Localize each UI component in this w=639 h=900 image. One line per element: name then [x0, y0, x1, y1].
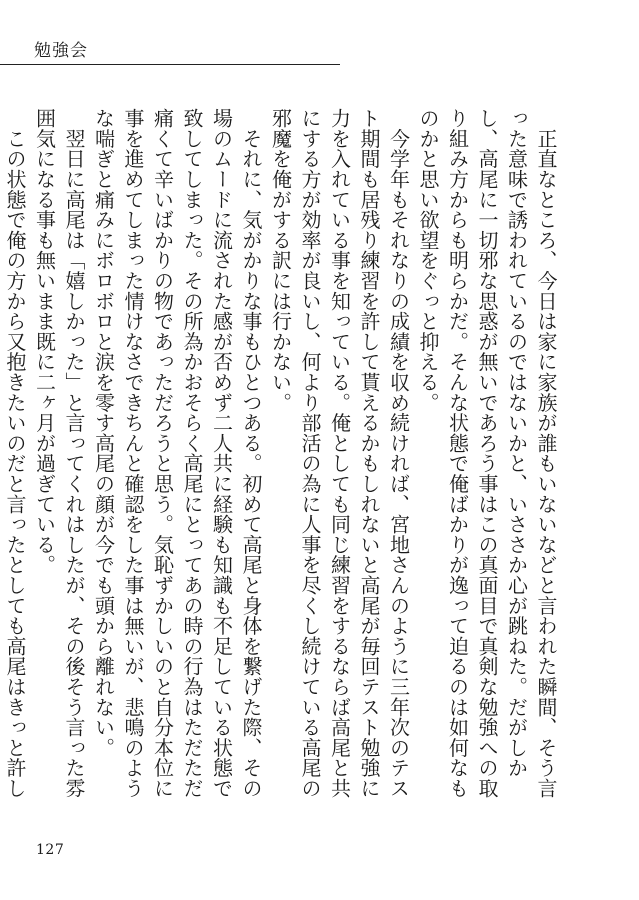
- paragraph: 今学年もそれなりの成績を収め続ければ、宮地さんのように三年次のテスト期間も居残り練習を許して貰えるかもしれないと高尾が毎回テスト勉強に力を入れている事を知っている。俺としても同じ練習をするならば高尾と共にする方が効率が良いし、何より部活の為に人事を尽くし続けている高尾の邪魔を俺がする訳には行かない。: [268, 108, 411, 799]
- paragraph: この状態で俺の方から又抱きたいのだと言ったとしても高尾はきっと許し: [3, 128, 27, 799]
- paragraph: 正直なところ、今日は家に家族が誰もいないなどと言われた瞬間、そう言った意味で誘われているのではないかと、いささか心が跳ねた。だがしかし、高尾に一切邪な思惑が無いであろう事はこの真面目で真剣な勉強への取り組み方からも明らかだ。そんな状態で俺ばかりが逸って迫るのは如何なものかと思い欲望をぐっと抑える。: [416, 108, 558, 799]
- body-text: [3, 108, 560, 808]
- page-number: 127: [36, 842, 65, 858]
- paragraph: 翌日に高尾は「嬉しかった」と言ってくれはしたが、その後そう言った雰囲気になる事も無いまま既に二ヶ月が過ぎている。: [32, 108, 86, 799]
- running-head-title: 勉強会: [34, 41, 88, 61]
- header-rule: [0, 64, 340, 65]
- paragraph: それに、気がかりな事もひとつある。初めて高尾と身体を繋げた際、その場のムードに流された感が否めず二人共に経験も知識も不足している状態で致してしまった。その所為かおそらく高尾にとってあの時の行為はただただ痛くて辛いばかりの物であっただろうと思う。気恥ずかしいのと自分本位に事を進めてしまった情けなさできちんと確認をした事は無いが、悲鳴のような喘ぎと痛みにボロボロと涙を零す高尾の顔が今でも頭から離れない。: [91, 108, 263, 799]
